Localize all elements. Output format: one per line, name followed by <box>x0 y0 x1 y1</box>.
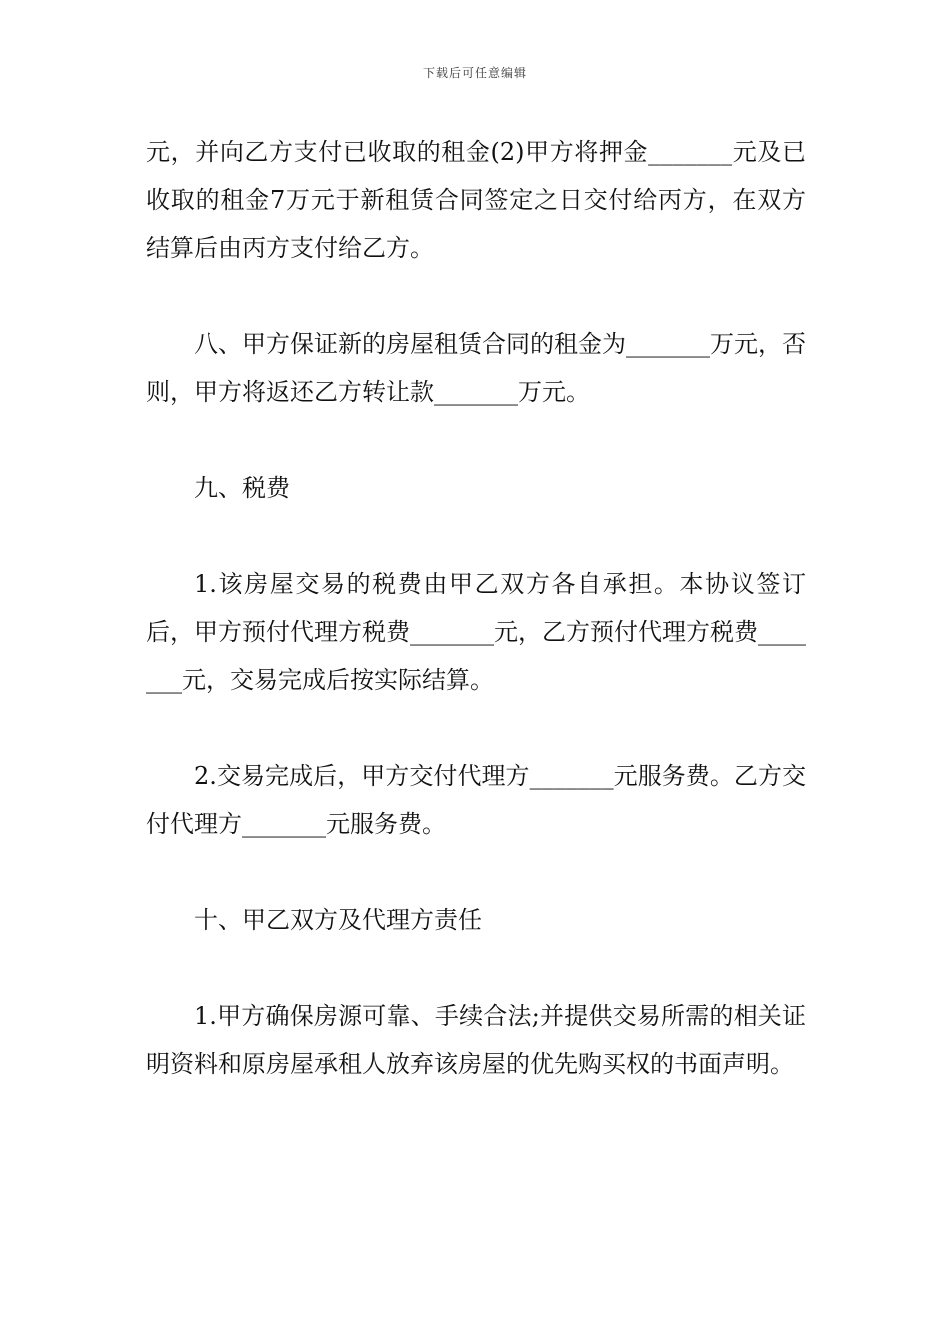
paragraph-clause-9-1: 1.该房屋交易的税费由甲乙双方各自承担。本协议签订后，甲方预付代理方税费_______元，乙方预付代理方税费_______元，交易完成后按实际结算。 <box>146 570 806 694</box>
heading-clause-9: 九、税费 <box>194 474 290 502</box>
document-body <box>146 128 806 1136</box>
paragraph-clause-9-2: 2.交易完成后，甲方交付代理方_______元服务费。乙方交付代理方_______元服务费。 <box>146 762 806 838</box>
page-header: 下载后可任意编辑 <box>422 66 527 80</box>
paragraph-continuation: 元，并向乙方支付已收取的租金(2)甲方将押金_______元及已收取的租金7万元于新租赁合同签定之日交付给丙方，在双方结算后由丙方支付给乙方。 <box>146 138 806 262</box>
paragraph-clause-8: 八、甲方保证新的房屋租赁合同的租金为_______万元，否则，甲方将返还乙方转让款_______万元。 <box>146 330 806 406</box>
heading-clause-10: 十、甲乙双方及代理方责任 <box>194 906 482 934</box>
paragraph-clause-10-1: 1.甲方确保房源可靠、手续合法;并提供交易所需的相关证明资料和原房屋承租人放弃该房屋的优先购买权的书面声明。 <box>146 1002 806 1078</box>
